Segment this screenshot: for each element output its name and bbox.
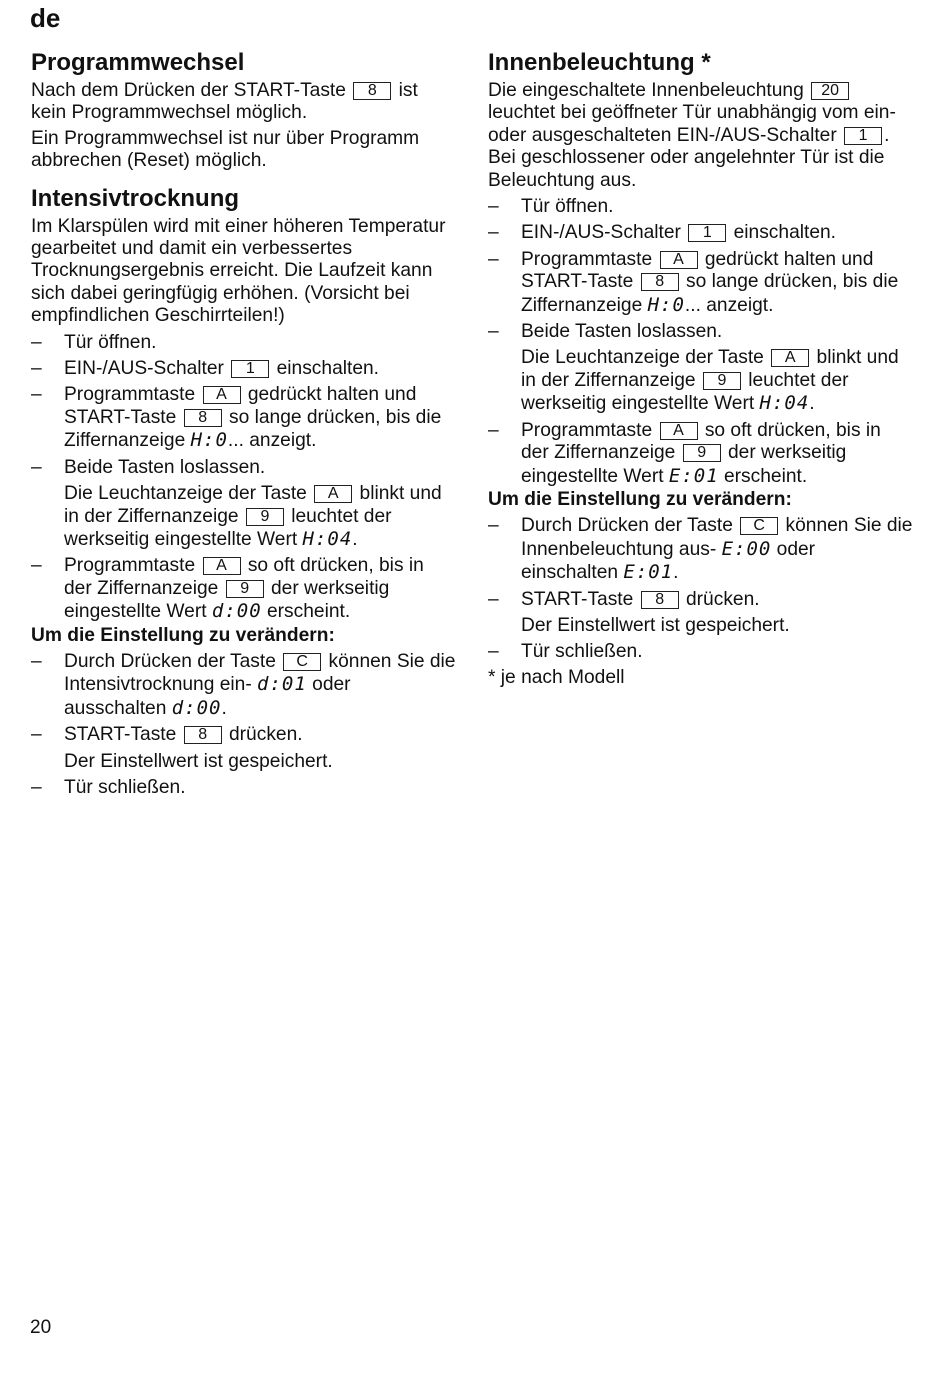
key-label: 1 xyxy=(688,224,726,242)
key-label: A xyxy=(660,251,698,269)
list-item: – Durch Drücken der Taste C können Sie die Innenbeleuchtung aus- E:00 oder einschalten E:01. xyxy=(488,515,913,584)
key-label: A xyxy=(203,386,241,404)
key-label: 1 xyxy=(844,127,882,145)
key-label: A xyxy=(314,485,352,503)
paragraph: Nach dem Drücken der START-Taste 8 ist kein Programmwechsel möglich. xyxy=(31,80,418,124)
right-column xyxy=(488,48,913,689)
step-list xyxy=(31,555,456,623)
section-title-innenbeleuchtung: Innenbeleuchtung * xyxy=(488,49,711,76)
display-value: E:01 xyxy=(623,561,674,584)
list-item: – Programmtaste A gedrückt halten und START-Taste 8 so lange drücken, bis die Ziffernanzeige H:0... anzeigt. xyxy=(31,384,456,452)
list-item: – Beide Tasten loslassen. xyxy=(488,321,913,343)
display-value: H:0 xyxy=(647,293,685,316)
list-item: – Beide Tasten loslassen. xyxy=(31,457,456,479)
list-item: – Durch Drücken der Taste C können Sie die Intensivtrocknung ein- d:01 oder ausschalten d:00. xyxy=(31,651,456,720)
key-label: 9 xyxy=(703,372,741,390)
display-value: H:04 xyxy=(759,392,810,415)
list-item: – Tür öffnen. xyxy=(488,196,913,218)
note: Die Leuchtanzeige der Taste A blinkt und in der Ziffernanzeige 9 leuchtet der werkseitig eingestellte Wert H:04. xyxy=(521,347,899,415)
list-item: – Tür öffnen. xyxy=(31,332,456,354)
footnote: * je nach Modell xyxy=(488,666,625,688)
key-label: 1 xyxy=(231,360,269,378)
note: Die Leuchtanzeige der Taste A blinkt und in der Ziffernanzeige 9 leuchtet der werkseitig eingestellte Wert H:04. xyxy=(64,483,442,550)
step-list xyxy=(31,777,456,799)
paragraph: Im Klarspülen wird mit einer höheren Temperatur gearbeitet und damit ein verbessertes Trocknungsergebnis erreicht. Die Laufzeit kann sich dabei geringfügig erhöhen. (Vorsicht bei empfindlichen Geschirrteilen!) xyxy=(31,215,446,327)
display-value: d:00 xyxy=(171,696,222,719)
section-title-intensivtrocknung: Intensivtrocknung xyxy=(31,184,240,212)
key-label: 9 xyxy=(226,580,264,598)
display-value: H:04 xyxy=(302,527,353,550)
step-list xyxy=(31,651,456,747)
display-value: d:00 xyxy=(211,600,262,623)
key-label: 8 xyxy=(184,726,222,744)
page-number: 20 xyxy=(30,1317,52,1338)
key-label: A xyxy=(203,557,241,575)
section-title-programmwechsel: Programmwechsel xyxy=(31,49,245,76)
step-list xyxy=(488,515,913,611)
key-label: A xyxy=(660,422,698,440)
subheading: Um die Einstellung zu verändern: xyxy=(31,624,335,646)
key-label: 20 xyxy=(811,82,849,100)
key-label: 8 xyxy=(641,591,679,609)
step-list xyxy=(488,420,913,488)
list-item: – EIN-/AUS-Schalter 1 einschalten. xyxy=(31,358,456,380)
key-label: A xyxy=(771,349,809,367)
list-item: – Tür schließen. xyxy=(31,777,456,799)
step-list xyxy=(31,332,456,479)
paragraph: Ein Programmwechsel ist nur über Programm abbrechen (Reset) möglich. xyxy=(31,127,420,172)
language-tag: de xyxy=(30,3,61,33)
left-column xyxy=(31,48,456,799)
display-value: d:01 xyxy=(257,673,307,696)
display-value: E:01 xyxy=(668,464,719,487)
key-label: 8 xyxy=(641,273,679,291)
note: Der Einstellwert ist gespeichert. xyxy=(64,750,333,772)
list-item: – START-Taste 8 drücken. xyxy=(31,724,456,746)
key-label: C xyxy=(283,653,321,671)
display-value: H:0 xyxy=(190,429,228,452)
step-list xyxy=(488,641,913,663)
list-item: – Programmtaste A gedrückt halten und START-Taste 8 so lange drücken, bis die Ziffernanzeige H:0... anzeigt. xyxy=(488,249,913,317)
list-item: – EIN-/AUS-Schalter 1 einschalten. xyxy=(488,222,913,244)
list-item: – Programmtaste A so oft drücken, bis in der Ziffernanzeige 9 der werkseitig eingestellte Wert d:00 erscheint. xyxy=(31,555,456,623)
key-label: 8 xyxy=(184,409,222,427)
step-list xyxy=(488,196,913,343)
key-label: C xyxy=(740,517,778,535)
list-item: – Tür schließen. xyxy=(488,641,913,663)
list-item: – Programmtaste A so oft drücken, bis in der Ziffernanzeige 9 der werkseitig eingestellte Wert E:01 erscheint. xyxy=(488,420,913,488)
subheading: Um die Einstellung zu verändern: xyxy=(488,488,792,510)
list-item: – START-Taste 8 drücken. xyxy=(488,589,913,611)
key-label: 9 xyxy=(246,508,284,526)
paragraph: Die eingeschaltete Innenbeleuchtung 20 leuchtet bei geöffneter Tür unabhängig vom ein- oder ausgeschalteten EIN-/AUS-Schalter 1 . Bei geschlossener oder angelehnter Tür ist die Beleuchtung aus. xyxy=(488,80,896,191)
key-label: 8 xyxy=(353,82,391,100)
key-label: 9 xyxy=(683,444,721,462)
note: Der Einstellwert ist gespeichert. xyxy=(521,614,790,636)
display-value: E:00 xyxy=(721,537,772,560)
